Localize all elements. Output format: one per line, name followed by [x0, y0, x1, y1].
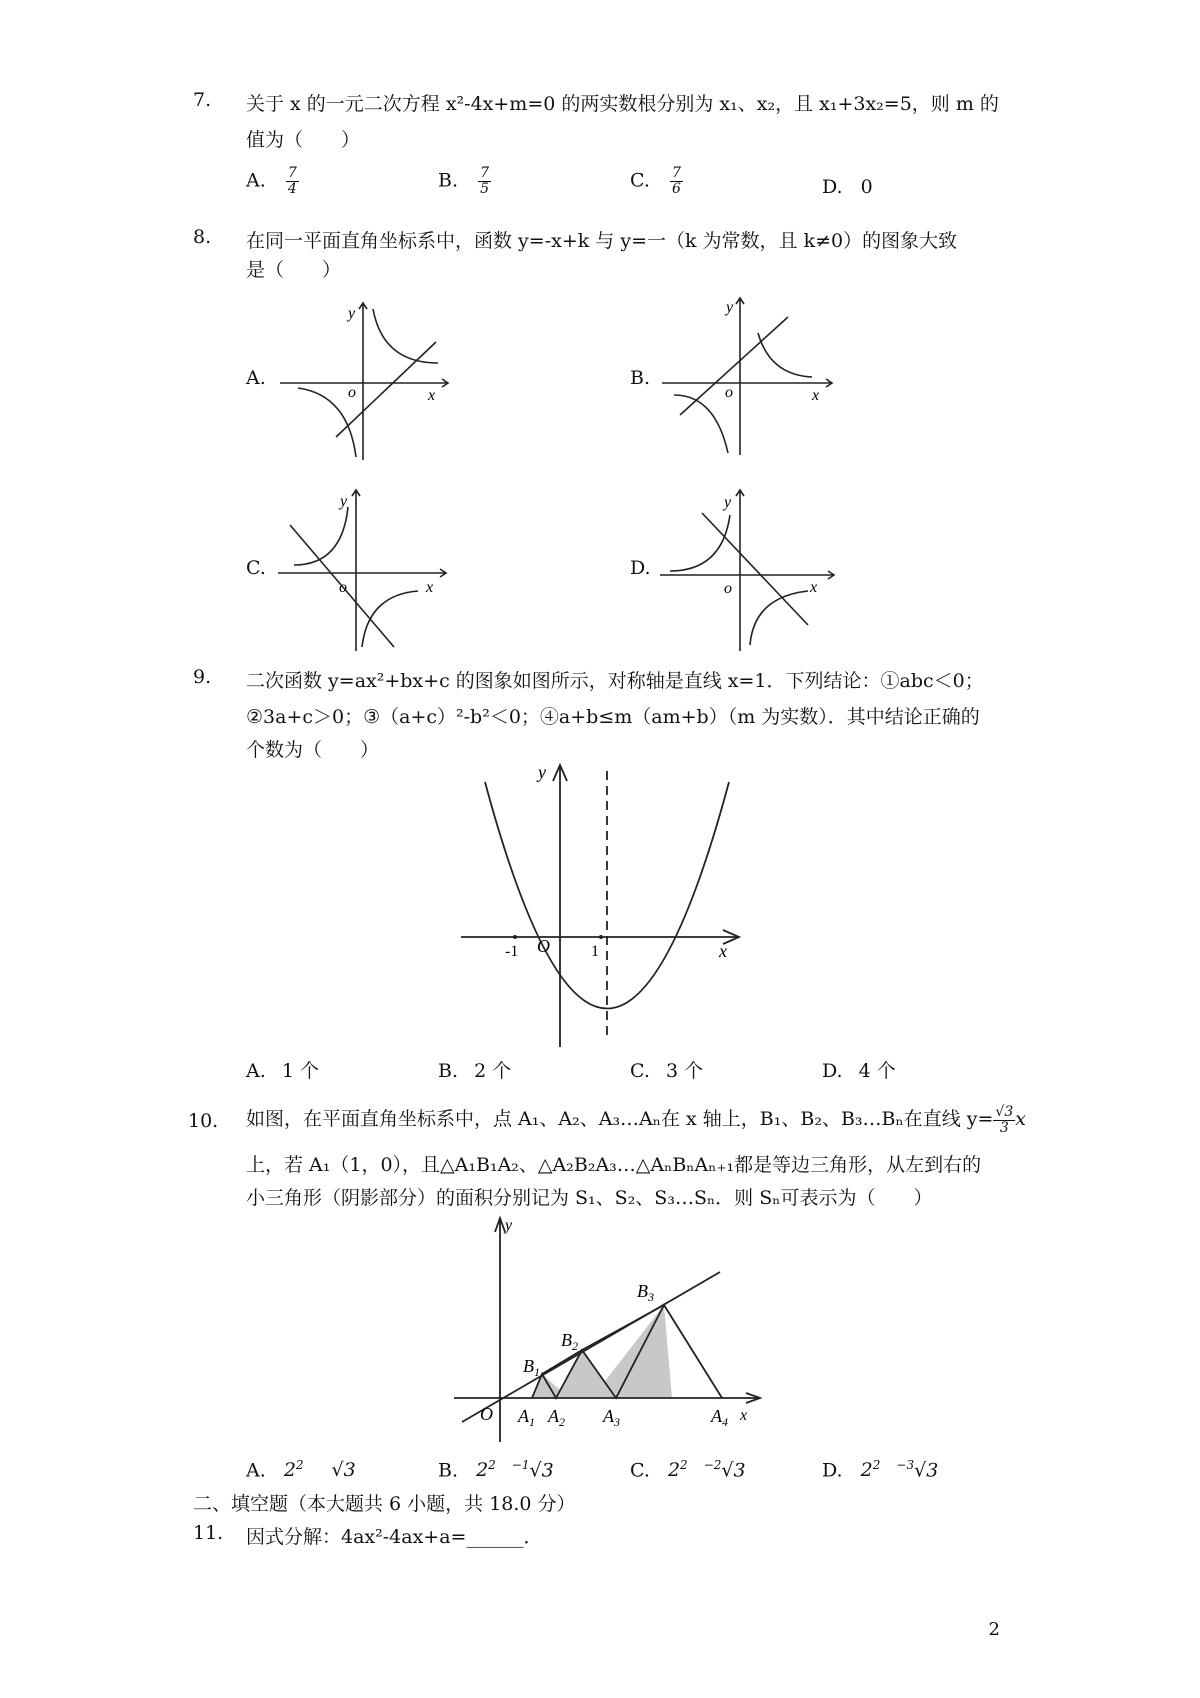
q10-number: 10.: [188, 1110, 219, 1132]
hyperbola-lower-branch: [674, 395, 728, 453]
q11-text: 因式分解：4ax²-4ax+a=______．: [246, 1526, 543, 1548]
q10-option-b-exp: 2: [488, 1458, 496, 1472]
hyperbola-upper-branch: [670, 515, 730, 571]
q7-line1: 关于 x 的一元二次方程 x²-4x+m=0 的两实数根分别为 x₁、x₂，且 x₁+3x₂=5，则 m 的: [246, 93, 999, 115]
y-axis-label: y: [726, 299, 734, 316]
q7-option-c-letter: C.: [630, 169, 650, 192]
q8-option-b-label[interactable]: B.: [630, 367, 651, 389]
q10-option-c-extra: −2: [703, 1458, 722, 1472]
q7-option-a[interactable]: [246, 166, 299, 197]
q10-option-c-root: √3: [721, 1459, 746, 1482]
q9-option-d-text: 4 个: [858, 1060, 896, 1082]
q10-option-b-base: 2: [476, 1459, 489, 1482]
q10-option-c-exp: 2: [680, 1458, 688, 1472]
x-axis-label: x: [428, 387, 436, 404]
q10-option-c-base: 2: [667, 1459, 681, 1482]
q10-option-b-extra: −1: [511, 1458, 530, 1472]
q9-option-a-letter: A.: [246, 1060, 266, 1082]
q10-line1-text: 如图，在平面直角坐标系中，点 A₁、A₂、A₃…Aₙ在 x 轴上，B₁、B₂、B₃…Bₙ在直线 y=: [246, 1108, 994, 1130]
q10-option-c-letter: C.: [630, 1459, 650, 1482]
q10-triangles-graph: [440, 1210, 770, 1450]
label-A2: $A_2$: [548, 1406, 565, 1429]
q9-parabola-graph: [455, 755, 755, 1055]
q7-option-b-letter: B.: [438, 169, 459, 192]
q10-option-d-extra: −3: [896, 1458, 915, 1472]
q7-option-b[interactable]: [438, 166, 491, 197]
q10-option-a-exp: 2: [295, 1458, 304, 1472]
q10-option-b-root: √3: [529, 1459, 554, 1482]
origin-label: o: [348, 384, 356, 401]
q8-option-c-label[interactable]: C.: [246, 557, 266, 579]
x-axis-label: x: [740, 1407, 748, 1424]
q9-line3: 个数为（ ）: [246, 739, 380, 761]
y-axis-label: y: [724, 494, 732, 511]
q8-option-a-label[interactable]: A.: [246, 367, 266, 389]
q9-line1: 二次函数 y=ax²+bx+c 的图象如图所示，对称轴是直线 x=1．下列结论：①abc＜0；: [246, 670, 984, 692]
q10-line1-x: x: [1015, 1108, 1026, 1130]
q7-option-c[interactable]: [630, 166, 683, 197]
hyperbola-upper-branch: [294, 507, 348, 565]
q9-option-a-text: 1 个: [281, 1060, 319, 1082]
origin-label: O: [480, 1404, 493, 1424]
point-1: [599, 935, 603, 939]
q8-graph-a[interactable]: [278, 295, 458, 465]
q10-slope-fraction: $\frac{√3}{3}$: [995, 1103, 1014, 1136]
label-A4: $A_4$: [711, 1406, 728, 1429]
q9-option-a[interactable]: [246, 1056, 319, 1083]
origin-label: o: [339, 579, 347, 596]
hyperbola-upper-branch: [758, 333, 812, 377]
tick-label-neg1: -1: [505, 943, 519, 960]
q7-number: 7.: [193, 89, 212, 111]
y-axis-label: y: [340, 493, 348, 510]
origin-label: o: [724, 580, 732, 597]
q8-option-d-label[interactable]: D.: [630, 557, 651, 579]
q7-option-d-value: 0: [860, 176, 873, 198]
q10-option-a[interactable]: [246, 1458, 356, 1481]
q9-option-c-text: 3 个: [665, 1060, 704, 1082]
q9-option-b-text: 2 个: [474, 1060, 512, 1082]
point-neg1: [513, 935, 517, 939]
label-A1: $A_1$: [518, 1406, 535, 1429]
shaded-triangle-3: [592, 1305, 672, 1398]
q10-option-a-base: 2: [283, 1459, 296, 1482]
q9-option-c[interactable]: [630, 1056, 703, 1083]
q10-option-d[interactable]: [822, 1458, 938, 1481]
q8-line1: 在同一平面直角坐标系中，函数 y=-x+k 与 y=一（k 为常数，且 k≠0）的图象大致: [246, 230, 958, 252]
q10-option-d-exp: 2: [872, 1458, 881, 1472]
q7-option-d-letter: D.: [822, 176, 843, 198]
q9-option-d[interactable]: [822, 1056, 896, 1083]
q7-line2: 值为（ ）: [246, 129, 361, 151]
q8-line2: 是（ ）: [246, 259, 342, 281]
q7-option-d[interactable]: [822, 176, 873, 198]
q10-option-d-base: 2: [860, 1459, 873, 1482]
q9-option-d-letter: D.: [822, 1060, 843, 1082]
line-graph: [702, 513, 808, 625]
q9-option-b[interactable]: [438, 1056, 511, 1083]
q10-line3: 小三角形（阴影部分）的面积分别记为 S₁、S₂、S₃…Sₙ．则 Sₙ可表示为（ ）: [246, 1187, 933, 1209]
label-A3: $A_3$: [603, 1406, 620, 1429]
q10-option-d-letter: D.: [822, 1459, 843, 1482]
x-axis-label: x: [426, 579, 434, 596]
q7-option-a-fraction: $\frac{7}{4}$: [287, 165, 297, 197]
x-axis-label: x: [812, 387, 820, 404]
q7-option-b-fraction: $\frac{7}{5}$: [480, 165, 489, 197]
y-axis-label: y: [505, 1217, 513, 1234]
q9-number: 9.: [193, 666, 212, 688]
hyperbola-upper-branch: [373, 309, 438, 363]
q10-option-a-root: √3: [331, 1459, 356, 1482]
q8-graph-b[interactable]: [660, 295, 840, 465]
line-graph: [680, 317, 788, 415]
x-axis-label: x: [810, 579, 818, 596]
q10-line2: 上，若 A₁（1，0），且△A₁B₁A₂、△A₂B₂A₃…△AₙBₙAₙ₊₁都是等边三角形，从左到右的: [246, 1154, 982, 1176]
page-number: 2: [988, 1619, 1000, 1640]
origin-label: O: [537, 936, 550, 956]
q9-option-b-letter: B.: [438, 1060, 459, 1082]
q9-option-c-letter: C.: [630, 1060, 650, 1082]
q10-option-a-letter: A.: [246, 1459, 266, 1482]
label-B2: $B_2$: [561, 1330, 578, 1353]
q10-option-b-letter: B.: [438, 1459, 459, 1482]
q8-graph-c[interactable]: [276, 485, 456, 655]
q11-number: 11.: [193, 1522, 224, 1544]
section-2-heading: 二、填空题（本大题共 6 小题，共 18.0 分）: [193, 1493, 576, 1515]
label-B3: $B_3$: [637, 1281, 654, 1304]
label-B1: $B_1$: [523, 1356, 540, 1379]
q8-graph-d[interactable]: [658, 485, 838, 655]
q8-number: 8.: [193, 226, 212, 248]
q10-option-d-root: √3: [914, 1459, 939, 1482]
origin-label: o: [725, 384, 733, 401]
q10-option-c[interactable]: [630, 1458, 746, 1481]
q7-option-a-letter: A.: [246, 169, 266, 192]
x-axis-label: x: [719, 941, 727, 961]
y-axis-label: y: [348, 305, 356, 322]
q10-option-b[interactable]: [438, 1458, 554, 1481]
q9-line2: ②3a+c＞0；③（a+c）²-b²＜0；④a+b≤m（am+b）（m 为实数）．其中结论正确的: [246, 706, 980, 728]
y-axis-label: y: [538, 762, 546, 782]
tick-label-1: 1: [591, 943, 599, 960]
hyperbola-lower-branch: [750, 591, 808, 645]
q7-option-c-fraction: $\frac{7}{6}$: [671, 165, 681, 197]
q10-line1: [246, 1104, 1026, 1136]
